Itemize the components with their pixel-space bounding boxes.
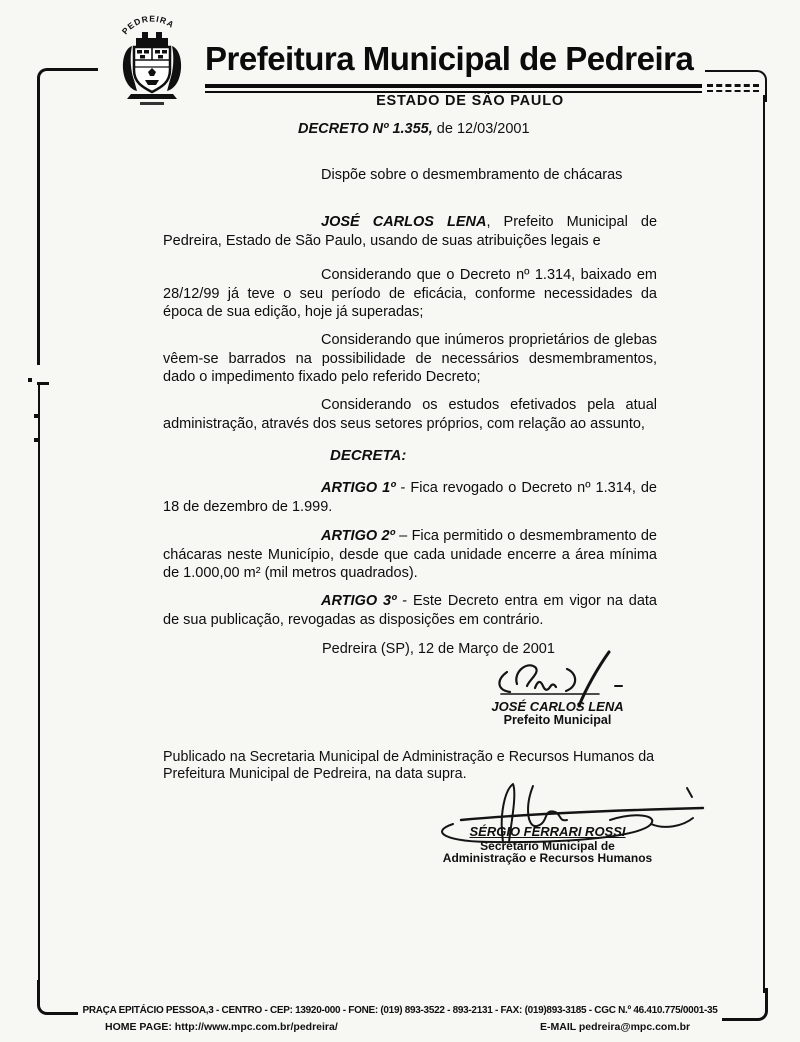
page-border-notch-dot — [28, 378, 32, 382]
page-border-right — [763, 95, 765, 993]
subject-line: Dispõe sobre o desmembramento de chácaras — [321, 167, 623, 183]
title-rule-extension — [707, 90, 759, 92]
org-title: Prefeitura Municipal de Pedreira — [205, 40, 694, 77]
city-crest-icon — [106, 14, 198, 110]
decree-number: DECRETO Nº 1.355, — [298, 121, 433, 137]
paragraph-artigo-3 — [163, 592, 657, 629]
paragraph-artigo-2 — [163, 527, 657, 583]
decree-date: de 12/03/2001 — [432, 121, 530, 137]
paragraph-considerando-2: Considerando que inúmeros proprietários de glebas vêem-se barrados na possibilidade de necessários desmembramentos, dado o impedimento fixado pelo referido Decreto; — [163, 332, 657, 385]
artigo-1-label: ARTIGO 1º — [321, 480, 396, 496]
page-border-speck — [34, 414, 38, 418]
decreta-heading: DECRETA: — [330, 447, 407, 464]
paragraph-intro — [163, 213, 657, 250]
secretary-name: SÉRGIO FERRARI ROSSI — [469, 824, 626, 839]
paragraph-considerando-3: Considerando os estudos efetivados pela atual administração, através dos seus setores próprios, com relação ao assunto, — [163, 397, 657, 432]
publication-note: Publicado na Secretaria Municipal de Administração e Recursos Humanos da Prefeitura Municipal de Pedreira, na data supra. — [163, 749, 655, 782]
footer-email: E-MAIL pedreira@mpc.com.br — [540, 1021, 691, 1033]
page-border-left-upper — [37, 92, 40, 365]
footer-address-line: PRAÇA EPITÁCIO PESSOA,3 - CENTRO - CEP: 13920-000 - FONE: (019) 893-3522 - 893-2131 - FAX: (019)893-3185 - CGC N.º 46.410.775/0001-35 — [82, 1004, 718, 1016]
mayor-name-inline: JOSÉ CARLOS LENA — [321, 214, 487, 230]
decree-heading — [298, 121, 530, 137]
artigo-1-text: - Fica revogado o Decreto nº 1.314, de 18 de dezembro de 1.999. — [163, 480, 657, 515]
page-border-speck — [34, 438, 38, 442]
paragraph-considerando-1: Considerando que o Decreto nº 1.314, baixado em 28/12/99 já teve o seu período de eficácia, conforme necessidades da época de sua edição, hoje já superadas; — [163, 267, 657, 320]
dateline: Pedreira (SP), 12 de Março de 2001 — [322, 641, 555, 657]
paragraph-intro-rest: , Prefeito Municipal de Pedreira, Estado de São Paulo, usando de suas atribuições legais e — [163, 214, 658, 249]
mayor-name: JOSÉ CARLOS LENA — [491, 699, 624, 714]
page-border-top-left — [37, 68, 98, 101]
crest-arc-text: PEDREIRA — [119, 14, 177, 37]
artigo-3-label: ARTIGO 3º — [321, 593, 397, 609]
secretary-title-line1: Secretário Municipal de — [480, 839, 615, 853]
artigo-3-text: - Este Decreto entra em vigor na data de sua publicação, revogadas as disposições em contrário. — [163, 593, 657, 628]
title-rule-thick — [205, 84, 702, 88]
artigo-2-label: ARTIGO 2º — [321, 528, 395, 544]
secretary-title-line2: Administração e Recursos Humanos — [442, 851, 653, 865]
footer-homepage: HOME PAGE: http://www.mpc.com.br/pedreira/ — [105, 1021, 338, 1033]
artigo-2-text: – Fica permitido o desmembramento de chácaras neste Município, desde que cada unidade encerre a área mínima de 1.000,00 m² (mil metros quadrados). — [163, 528, 657, 581]
title-rule-extension — [707, 84, 759, 87]
state-line: ESTADO DE SÃO PAULO — [376, 93, 564, 109]
mayor-title: Prefeito Municipal — [503, 713, 612, 727]
svg-text:PEDREIRA — [120, 14, 177, 36]
page-border-left-lower — [38, 384, 40, 984]
paragraph-artigo-1 — [163, 479, 657, 516]
